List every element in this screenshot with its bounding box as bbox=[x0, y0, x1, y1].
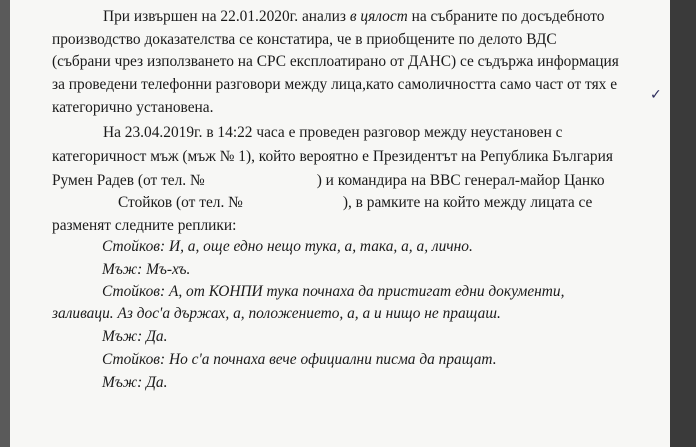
paragraph-2-line-3 bbox=[52, 170, 605, 192]
document-page bbox=[10, 0, 670, 447]
paragraph-2-line-4-text-b: ), в рамките на който между лицата се bbox=[342, 194, 593, 211]
paragraph-1-line-1-text-a: При извършен на 22.01.2020г. анализ bbox=[103, 8, 350, 25]
dialogue-line: Стойков: А, от КОНПИ тука почнаха да пристигат едни документи, bbox=[102, 283, 565, 300]
dialogue-line: заливаци. Аз дос'а държах, а, положението, а, а и нищо не пращаш. bbox=[52, 305, 501, 322]
paragraph-2-line-1: На 23.04.2019г. в 14:22 часа е проведен разговор между неустановен с bbox=[103, 124, 563, 141]
paragraph-1-line-4: за проведени телефонни разговори между лица,като самоличността само част от тях е bbox=[52, 76, 618, 93]
paragraph-2-line-4 bbox=[118, 192, 592, 214]
paragraph-2-line-3-text-b: ) и командира на ВВС генерал-майор Цанко bbox=[316, 172, 605, 189]
pen-mark-icon: ✓ bbox=[650, 87, 662, 103]
scan-edge bbox=[670, 0, 696, 447]
paragraph-1-line-1-text-b: на събраните по досъдебното bbox=[407, 8, 605, 25]
paragraph-1-line-1 bbox=[103, 6, 604, 28]
dialogue-line: Стойков: Но с'а почнаха вече официални писма да пращат. bbox=[102, 351, 497, 368]
dialogue-line: Мъж: Да. bbox=[102, 328, 168, 345]
dialogue-line: Стойков: И, а, още едно нещо тука, а, така, а, а, лично. bbox=[102, 238, 473, 255]
dialogue-line: Мъж: Мъ-хъ. bbox=[102, 261, 191, 278]
paragraph-1-line-5: категорично установена. bbox=[52, 99, 214, 116]
paragraph-2-line-3-text-a: Румен Радев (от тел. № bbox=[52, 172, 205, 189]
paragraph-2-line-2: категоричност мъж (мъж № 1), който вероятно е Президентът на Република България bbox=[52, 148, 613, 165]
paragraph-2-line-5: разменят следните реплики: bbox=[52, 217, 237, 234]
paragraph-2-line-4-text-a: Стойков (от тел. № bbox=[118, 194, 243, 211]
paragraph-1-line-3: (събрани чрез използването на СРС експлоатирано от ДАНС) се съдържа информация bbox=[52, 53, 619, 70]
dialogue-line: Мъж: Да. bbox=[102, 374, 168, 391]
paragraph-1-line-2: производство доказателства се констатира, че в приобщените по делото ВДС bbox=[52, 31, 557, 48]
emphasis-in-whole: в цялост bbox=[349, 8, 408, 25]
